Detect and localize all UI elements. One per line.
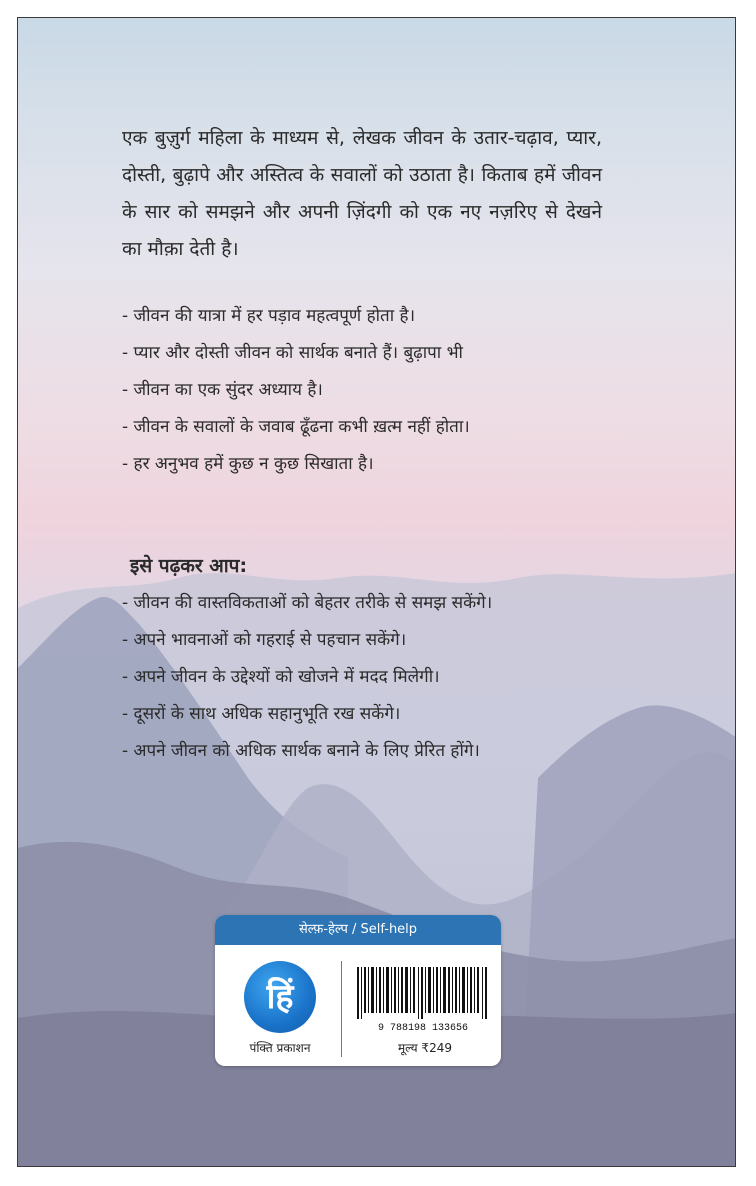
list-item: - जीवन की यात्रा में हर पड़ाव महत्वपूर्ण होता है। bbox=[122, 306, 416, 326]
list-item: - अपने जीवन को अधिक सार्थक बनाने के लिए प्रेरित होंगे। bbox=[122, 741, 480, 761]
price-label: मूल्य ₹249 bbox=[398, 1041, 452, 1055]
list-item: - हर अनुभव हमें कुछ न कुछ सिखाता है। bbox=[122, 454, 374, 474]
publisher-name: पंक्ति प्रकाशन bbox=[249, 1041, 311, 1055]
benefits-heading: इसे पढ़कर आप: bbox=[130, 555, 248, 577]
logo-glyph: हिं bbox=[266, 977, 294, 1017]
list-item: - जीवन की वास्तविकताओं को बेहतर तरीके से समझ सकेंगे। bbox=[122, 593, 493, 613]
list-item: - प्यार और दोस्ती जीवन को सार्थक बनाते हैं। बुढ़ापा भी bbox=[122, 343, 463, 363]
key-points-list bbox=[122, 298, 602, 483]
list-item: - अपने भावनाओं को गहराई से पहचान सकेंगे। bbox=[122, 630, 407, 650]
badge-divider bbox=[341, 961, 342, 1057]
list-item: - दूसरों के साथ अधिक सहानुभूति रख सकेंगे। bbox=[122, 704, 401, 724]
list-item: - जीवन का एक सुंदर अध्याय है। bbox=[122, 380, 323, 400]
publisher-badge bbox=[215, 915, 501, 1066]
list-item: - जीवन के सवालों के जवाब ढूँढना कभी ख़त्म नहीं होता। bbox=[122, 417, 470, 437]
list-item: - अपने जीवन के उद्देश्यों को खोजने में मदद मिलेगी। bbox=[122, 667, 440, 687]
category-label: सेल्फ़-हेल्प / Self-help bbox=[215, 915, 501, 945]
benefits-list bbox=[122, 585, 602, 770]
isbn-number: 9 788198 133656 bbox=[377, 1023, 469, 1033]
intro-paragraph: एक बुज़ुर्ग महिला के माध्यम से, लेखक जीवन के उतार-चढ़ाव, प्यार, दोस्ती, बुढ़ापे और अस्तित्व के सवालों को उठाता है। किताब हमें जीवन के सार को समझने और अपनी ज़िंदगी को एक नए नज़रिए से देखने का मौक़ा देती है। bbox=[122, 127, 602, 260]
publisher-logo-icon bbox=[244, 961, 316, 1033]
barcode-icon bbox=[357, 967, 489, 1033]
